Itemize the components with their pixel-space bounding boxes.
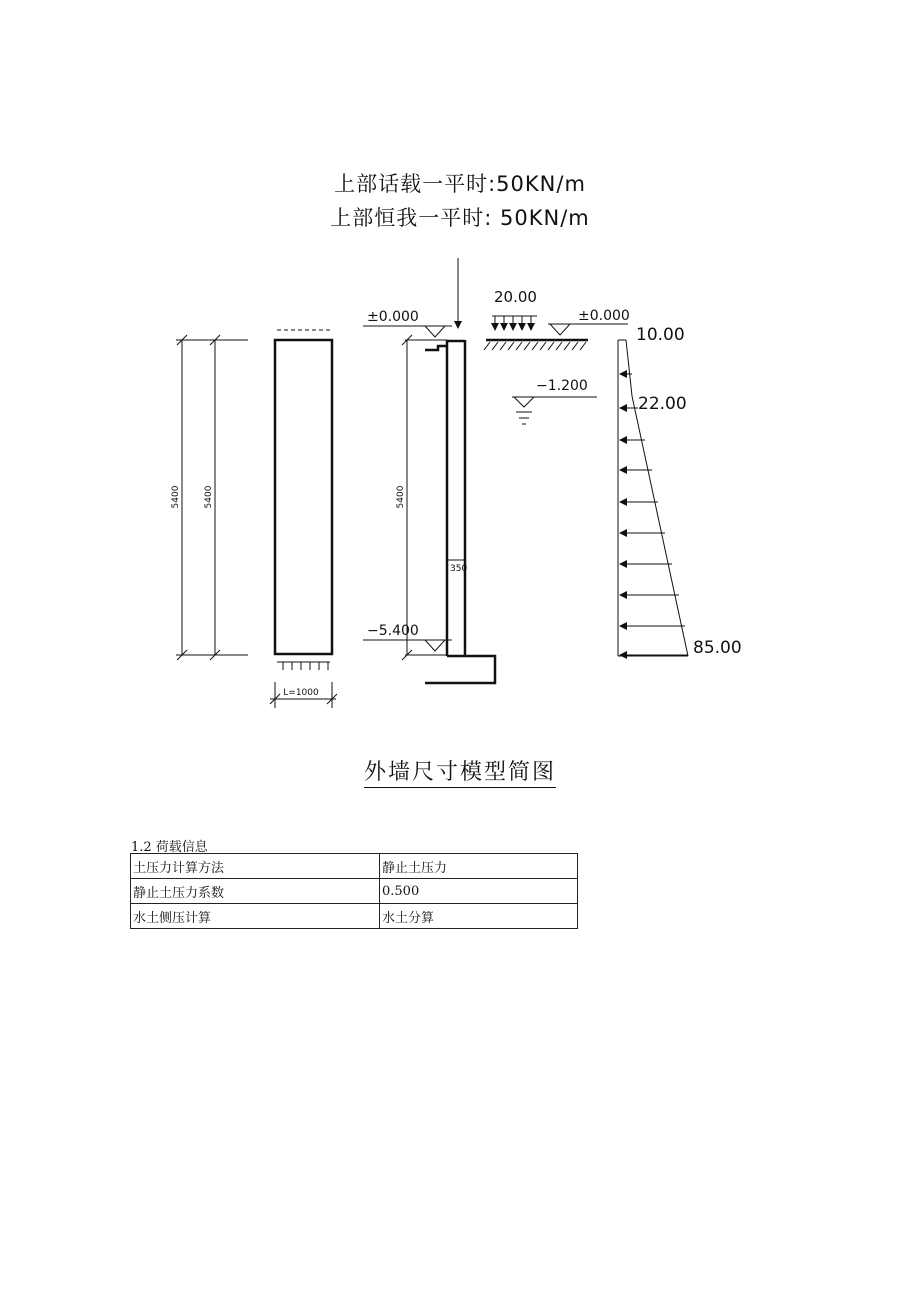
plan-wall-rect [275,340,332,654]
diagram-caption: 外墙尺寸模型简图 [364,755,556,788]
row-key: 水土侧压计算 [131,904,380,929]
ground-elev-symbol [550,324,570,335]
surcharge-arrows [492,316,537,330]
top-elev-symbol [425,326,445,337]
pressure-bottom-label: 85.00 [693,638,742,658]
table-row [131,854,578,879]
top-elev-label: ±0.000 [367,309,419,325]
wall-section [425,340,495,683]
ground-elev-label: ±0.000 [578,308,630,324]
row-value: 水土分算 [380,904,578,929]
ground-line [484,340,588,350]
bottom-elev-label: −5.400 [367,623,419,639]
live-load-line: 上部话载一平时:50KN/m [334,172,586,196]
pressure-top-label: 10.00 [636,325,685,345]
dim-inner-label: 5400 [204,485,214,509]
wall-height-label: 5400 [396,485,406,509]
water-elev-label: −1.200 [536,378,588,394]
pressure-diagram [618,340,688,656]
row-value: 静止土压力 [380,854,578,879]
surcharge-label: 20.00 [494,288,537,306]
dim-outer-label: 5400 [171,485,181,509]
width-label: L=1000 [283,688,319,698]
row-key: 静止土压力系数 [131,879,380,904]
plan-bottom-ticks [277,662,330,670]
table-row [131,904,578,929]
pressure-water-label: 22.00 [638,394,687,414]
section-title: 1.2 荷载信息 [131,840,208,855]
bottom-elev-symbol [425,640,445,651]
table-row [131,879,578,904]
row-key: 土压力计算方法 [131,854,380,879]
thickness-label: 350 [450,564,468,574]
water-level-symbol [514,397,534,407]
dead-load-line: 上部恒我一平时: 50KN/m [330,206,590,230]
load-info-table [130,853,578,929]
row-value: 0.500 [380,879,578,904]
